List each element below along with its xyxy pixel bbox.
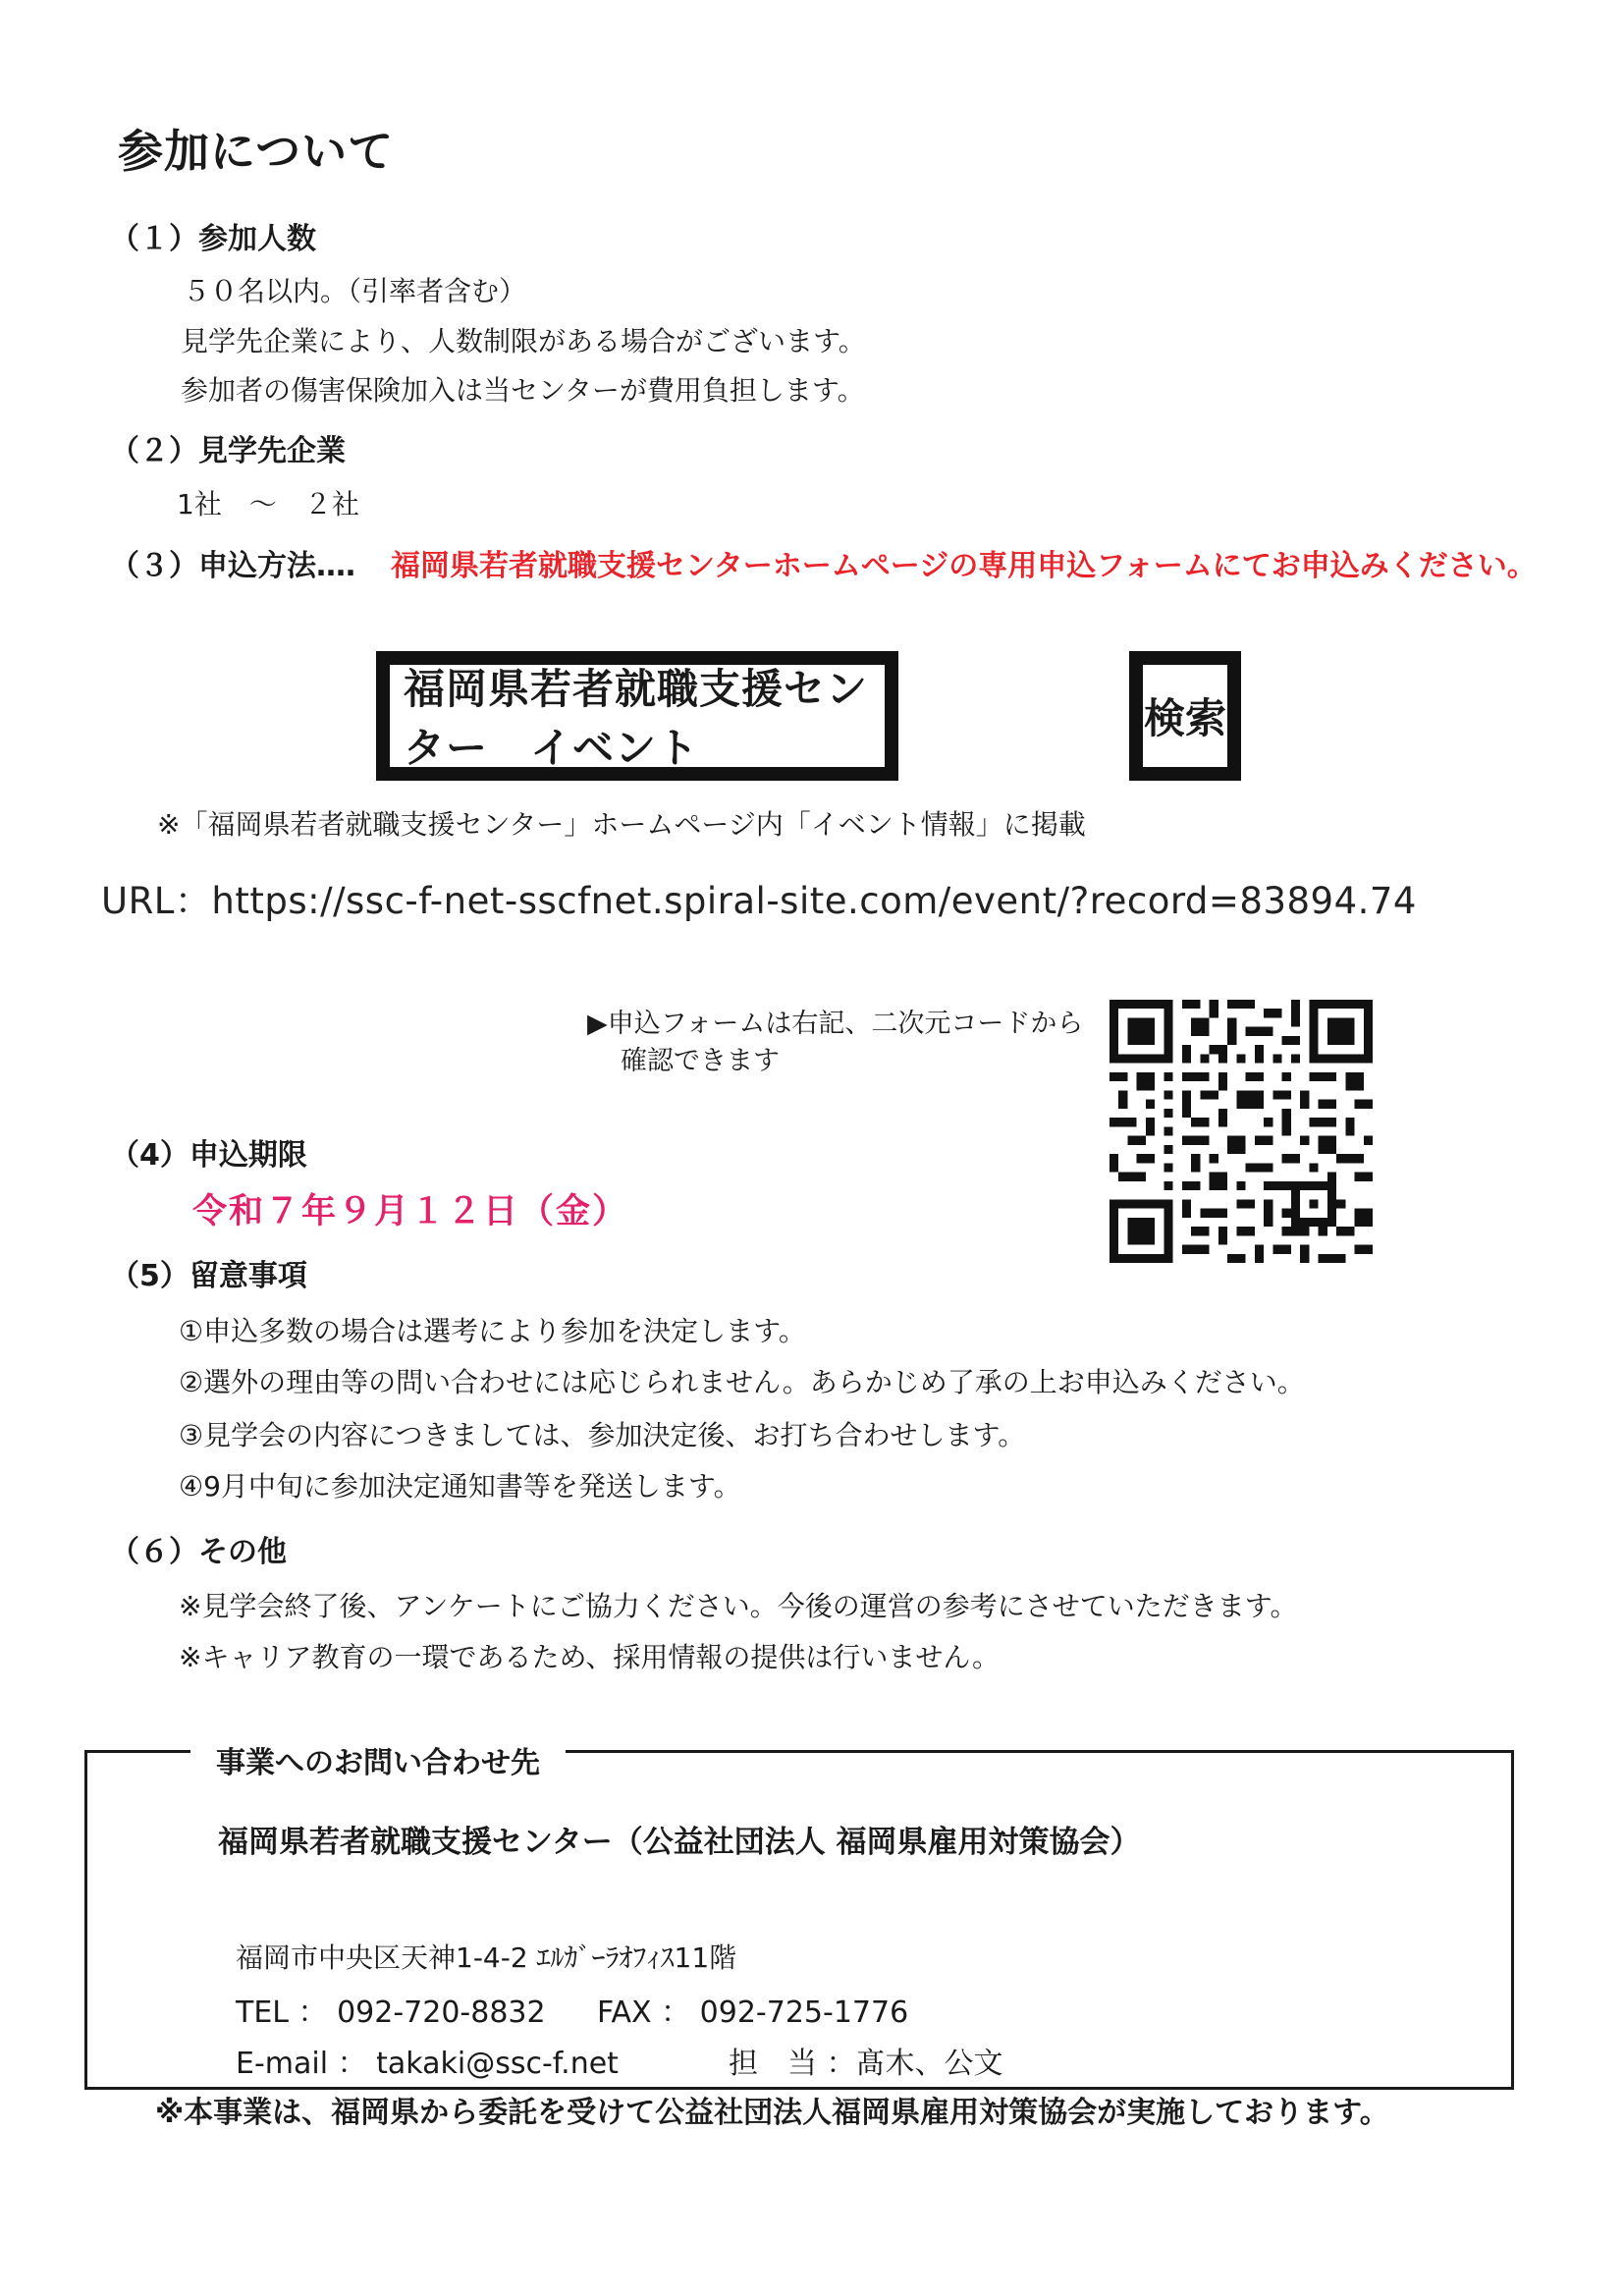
s6-item-1: ※見学会終了後、アンケートにご協力ください。今後の運営の参考にさせていただきます。 — [179, 1590, 1298, 1622]
s2-line: 1社 ～ ２社 — [177, 488, 359, 520]
contact-fax: FAX ： 092-725-1776 — [597, 1995, 909, 2030]
section-2-heading: （２）見学先企業 — [110, 434, 346, 468]
application-instruction: 福岡県若者就職支援センターホームページの専用申込フォームにてお申込みください。 — [391, 549, 1537, 583]
section-6-heading: （６）その他 — [110, 1535, 287, 1569]
s6-item-2: ※キャリア教育の一環であるため、採用情報の提供は行いません。 — [179, 1641, 1001, 1673]
section-5-heading: （5）留意事項 — [110, 1259, 307, 1293]
qr-note-line-2: 確認できます — [621, 1046, 780, 1076]
search-keyword-box — [376, 651, 898, 781]
section-4-heading: （4）申込期限 — [110, 1138, 307, 1173]
section-1-heading: （１）参加人数 — [110, 222, 316, 256]
contact-staff: 担 当 ：髙木、公文 — [729, 2047, 1003, 2081]
qr-note-line-1: ▶申込フォームは右記、二次元コードから — [587, 1009, 1084, 1039]
s5-item-2: ②選外の理由等の問い合わせには応じられません。あらかじめ了承の上お申込みください。 — [179, 1366, 1305, 1398]
s1-line-2: 見学先企業により、人数制限がある場合がございます。 — [181, 325, 866, 357]
s1-line-1: ５０名以内。（引率者含む） — [183, 275, 527, 307]
search-keyword-text: 福岡県若者就職支援センター イベント — [404, 665, 869, 772]
contact-footer-note: ※本事業は、福岡県から委託を受けて公益社団法人福岡県雇用対策協会が実施しております。 — [155, 2096, 1389, 2130]
contact-legend: 事業へのお問い合わせ先 — [190, 1738, 566, 1781]
s5-item-3: ③見学会の内容につきましては、参加決定後、お打ち合わせします。 — [179, 1419, 1026, 1451]
event-url: URL：https://ssc-f-net-sscfnet.spiral-site.com/event/?record=83894.74 — [101, 880, 1417, 922]
contact-email: E-mail ： takaki@ssc-f.net — [236, 2047, 619, 2081]
contact-tel: TEL ： 092-720-8832 — [236, 1995, 546, 2030]
s5-item-1: ①申込多数の場合は選考により参加を決定します。 — [179, 1315, 806, 1347]
s5-item-4: ④9月中旬に参加決定通知書等を発送します。 — [179, 1470, 741, 1503]
page-title: 参加について — [118, 125, 395, 178]
application-deadline: 令和７年９月１２日（金） — [192, 1192, 629, 1231]
homepage-note: ※「福岡県若者就職支援センター」ホームページ内「イベント情報」に掲載 — [157, 808, 1086, 841]
search-button-label: 検索 — [1143, 694, 1226, 742]
qr-code-icon — [1110, 1000, 1373, 1263]
contact-organization: 福岡県若者就職支援センター（公益社団法人 福岡県雇用対策協会） — [218, 1825, 1141, 1860]
contact-address: 福岡市中央区天神1-4-2 ｴﾙｶﾞｰﾗｵﾌｨｽ11階 — [236, 1941, 737, 1974]
s1-line-3: 参加者の傷害保険加入は当センターが費用負担します。 — [181, 374, 865, 407]
search-button — [1129, 651, 1241, 781]
section-3-heading: （３）申込方法‥‥ — [110, 549, 356, 583]
